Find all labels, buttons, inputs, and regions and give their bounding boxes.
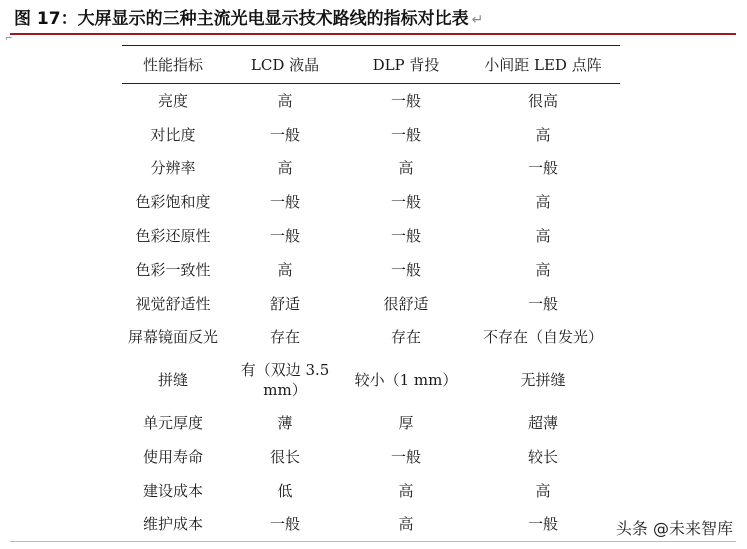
cell-dlp: 高 — [398, 159, 414, 178]
table-row — [122, 252, 620, 286]
cell-lcd: 一般 — [224, 507, 346, 541]
cell-lcd: 很长 — [269, 448, 300, 467]
table-row — [122, 507, 620, 541]
caption-divider — [10, 33, 736, 35]
cell-dlp: 一般 — [390, 92, 421, 111]
cell-led: 高 — [535, 227, 551, 246]
cell-lcd: 一般 — [269, 227, 300, 246]
table-row — [122, 117, 620, 151]
cell-led: 高 — [535, 260, 551, 279]
cell-dlp: 一般 — [390, 260, 421, 279]
cell-dlp: 一般 — [390, 227, 421, 246]
corner-mark-icon: ⌐ — [5, 34, 13, 44]
header-dlp: DLP 背投 — [346, 46, 466, 84]
cell-led: 很高 — [527, 92, 558, 111]
row-label: 色彩还原性 — [135, 227, 211, 246]
cell-led: 不存在（自发光） — [482, 328, 603, 347]
table-row — [122, 286, 620, 320]
row-label: 分辨率 — [150, 159, 196, 178]
cell-dlp: 一般 — [390, 125, 421, 144]
table-row — [122, 185, 620, 219]
cell-led: 一般 — [527, 159, 558, 178]
row-label: 视觉舒适性 — [135, 294, 211, 313]
figure-caption — [14, 6, 734, 32]
cell-dlp: 高 — [398, 481, 414, 500]
return-mark-icon: ↵ — [471, 12, 484, 28]
cell-lcd: 高 — [277, 159, 293, 178]
cell-dlp: 一般 — [390, 448, 421, 467]
cell-lcd: 存在 — [269, 328, 300, 347]
cell-lcd: 一般 — [269, 125, 300, 144]
cell-dlp: 存在 — [390, 328, 421, 347]
header-metric: 性能指标 — [122, 46, 224, 84]
cell-led: 无拼缝 — [520, 371, 566, 390]
row-label: 对比度 — [150, 125, 196, 144]
cell-lcd: 高 — [277, 92, 293, 111]
table-row — [122, 320, 620, 354]
row-label: 屏幕镜面反光 — [127, 328, 218, 347]
cell-led: 超薄 — [527, 414, 558, 433]
cell-lcd: 一般 — [269, 193, 300, 212]
cell-lcd: 舒适 — [269, 294, 300, 313]
row-label: 色彩饱和度 — [135, 193, 211, 212]
cell-lcd: 低 — [277, 481, 293, 500]
cell-dlp: 厚 — [398, 414, 414, 433]
row-label: 拼缝 — [157, 371, 188, 390]
cell-led: 高 — [535, 125, 551, 144]
row-label: 建设成本 — [142, 481, 203, 500]
cell-dlp: 高 — [346, 507, 466, 541]
comparison-table — [122, 45, 620, 542]
table-row — [122, 219, 620, 253]
row-label: 维护成本 — [122, 507, 224, 541]
header-lcd: LCD 液晶 — [224, 46, 346, 84]
cell-lcd: 有（双边 3.5 mm） — [240, 360, 330, 399]
table-row — [122, 406, 620, 440]
cell-led: 高 — [535, 193, 551, 212]
cell-led: 较长 — [527, 448, 558, 467]
bottom-divider — [10, 541, 736, 542]
row-label: 色彩一致性 — [135, 260, 211, 279]
row-label: 单元厚度 — [142, 414, 203, 433]
cell-led: 一般 — [527, 294, 558, 313]
cell-lcd: 高 — [277, 260, 293, 279]
table-row — [122, 440, 620, 474]
cell-led: 高 — [535, 481, 551, 500]
table-row — [122, 354, 620, 406]
table-header-row — [122, 46, 620, 84]
table-row — [122, 151, 620, 185]
watermark: 头条 @未来智库 — [615, 519, 733, 538]
row-label: 使用寿命 — [142, 448, 203, 467]
row-label: 亮度 — [157, 92, 188, 111]
cell-dlp: 一般 — [390, 193, 421, 212]
caption-text: 图 17：大屏显示的三种主流光电显示技术路线的指标对比表 — [14, 9, 469, 29]
cell-led: 一般 — [466, 507, 620, 541]
cell-dlp: 很舒适 — [383, 294, 429, 313]
cell-lcd: 薄 — [277, 414, 293, 433]
table-row — [122, 84, 620, 118]
table-row — [122, 473, 620, 507]
cell-dlp: 较小（1 mm） — [354, 370, 458, 389]
header-led: 小间距 LED 点阵 — [466, 46, 620, 84]
